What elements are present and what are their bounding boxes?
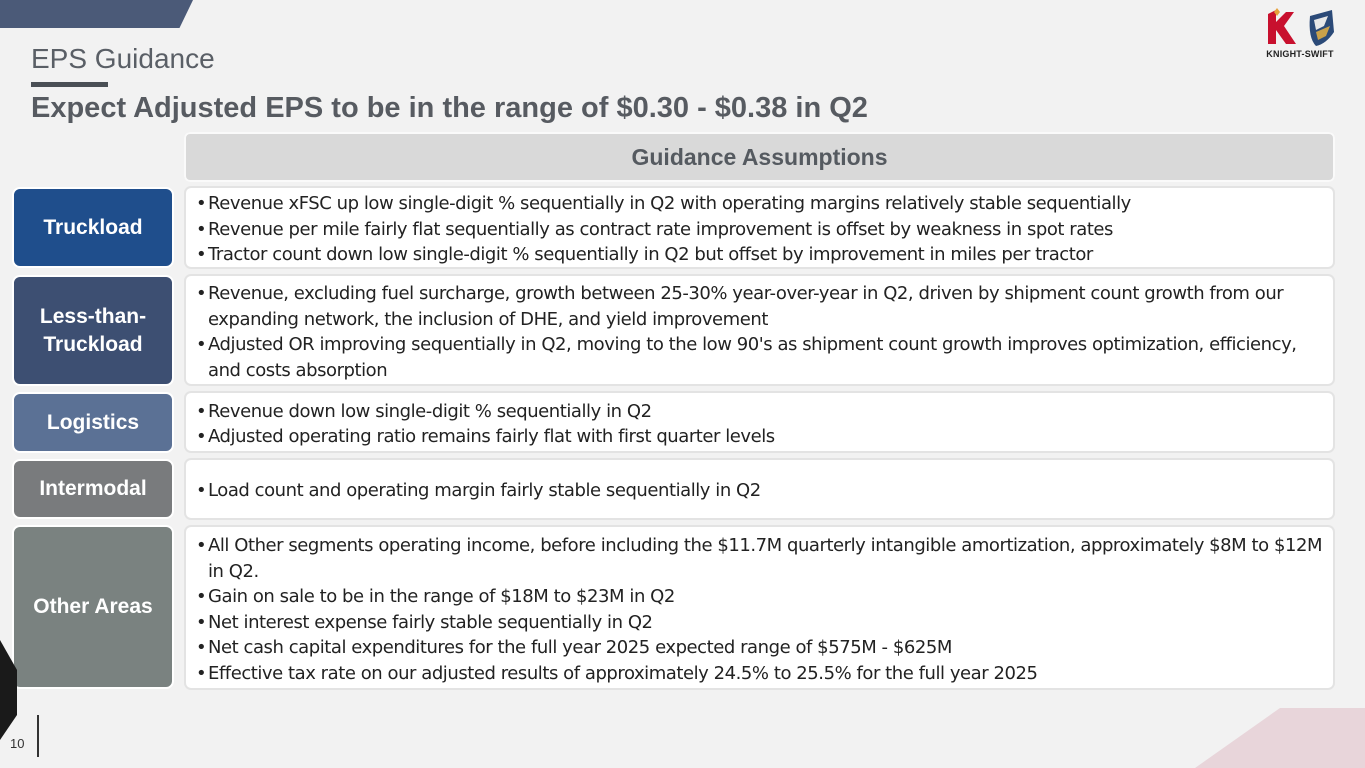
segment-label-other-areas: Other Areas: [12, 525, 174, 689]
bullet-item: • Revenue down low single-digit % sequentially in Q2: [196, 399, 1323, 425]
section-title: EPS Guidance: [31, 43, 215, 74]
top-accent-band: [0, 0, 193, 28]
bullet-item: • Revenue, excluding fuel surcharge, growth between 25-30% year-over-year in Q2, driven by shipment count growth from our expanding network, the inclusion of DHE, and yield improvement: [196, 281, 1323, 332]
bullet-item: • Adjusted OR improving sequentially in Q2, moving to the low 90's as shipment count growth improves optimization, efficiency, and costs absorption: [196, 332, 1323, 383]
bullet-item: • Net interest expense fairly stable sequentially in Q2: [196, 610, 1323, 636]
guidance-assumptions-header: Guidance Assumptions: [184, 132, 1335, 182]
bullet-item: • Revenue per mile fairly flat sequentially as contract rate improvement is offset by weakness in spot rates: [196, 217, 1323, 243]
segment-box-other-areas: [184, 525, 1335, 690]
knight-swift-logo: [1258, 8, 1358, 62]
segment-label-truckload: Truckload: [12, 187, 174, 268]
logo-wordmark: KNIGHT-SWIFT: [1266, 49, 1334, 59]
page-number-divider: [37, 715, 39, 757]
bullet-item: • Adjusted operating ratio remains fairly flat with first quarter levels: [196, 424, 1323, 450]
segment-label-logistics: Logistics: [12, 392, 174, 453]
segment-box-truckload: [184, 186, 1335, 269]
bullet-item: • Effective tax rate on our adjusted results of approximately 24.5% to 25.5% for the full year 2025: [196, 661, 1323, 687]
bullet-item: • Load count and operating margin fairly stable sequentially in Q2: [196, 478, 1323, 504]
segment-label-intermodal: Intermodal: [12, 459, 174, 519]
bullet-item: • Gain on sale to be in the range of $18M to $23M in Q2: [196, 584, 1323, 610]
segment-box-ltl: [184, 274, 1335, 386]
segment-label-ltl: Less-than-Truckload: [12, 275, 174, 386]
segment-box-logistics: [184, 391, 1335, 453]
segment-box-intermodal: [184, 458, 1335, 520]
logo-mark-icon: [1266, 8, 1346, 48]
corner-decoration: [1195, 708, 1365, 768]
bullet-item: • Net cash capital expenditures for the full year 2025 expected range of $575M - $625M: [196, 635, 1323, 661]
title-underline: [31, 82, 108, 87]
bullet-item: • Revenue xFSC up low single-digit % sequentially in Q2 with operating margins relatively stable sequentially: [196, 191, 1323, 217]
bullet-item: • Tractor count down low single-digit % sequentially in Q2 but offset by improvement in miles per tractor: [196, 242, 1323, 268]
page-headline: Expect Adjusted EPS to be in the range of $0.30 - $0.38 in Q2: [31, 92, 868, 124]
page-number: 10: [10, 736, 25, 751]
bullet-item: • All Other segments operating income, before including the $11.7M quarterly intangible amortization, approximately $8M to $12M in Q2.: [196, 533, 1323, 584]
